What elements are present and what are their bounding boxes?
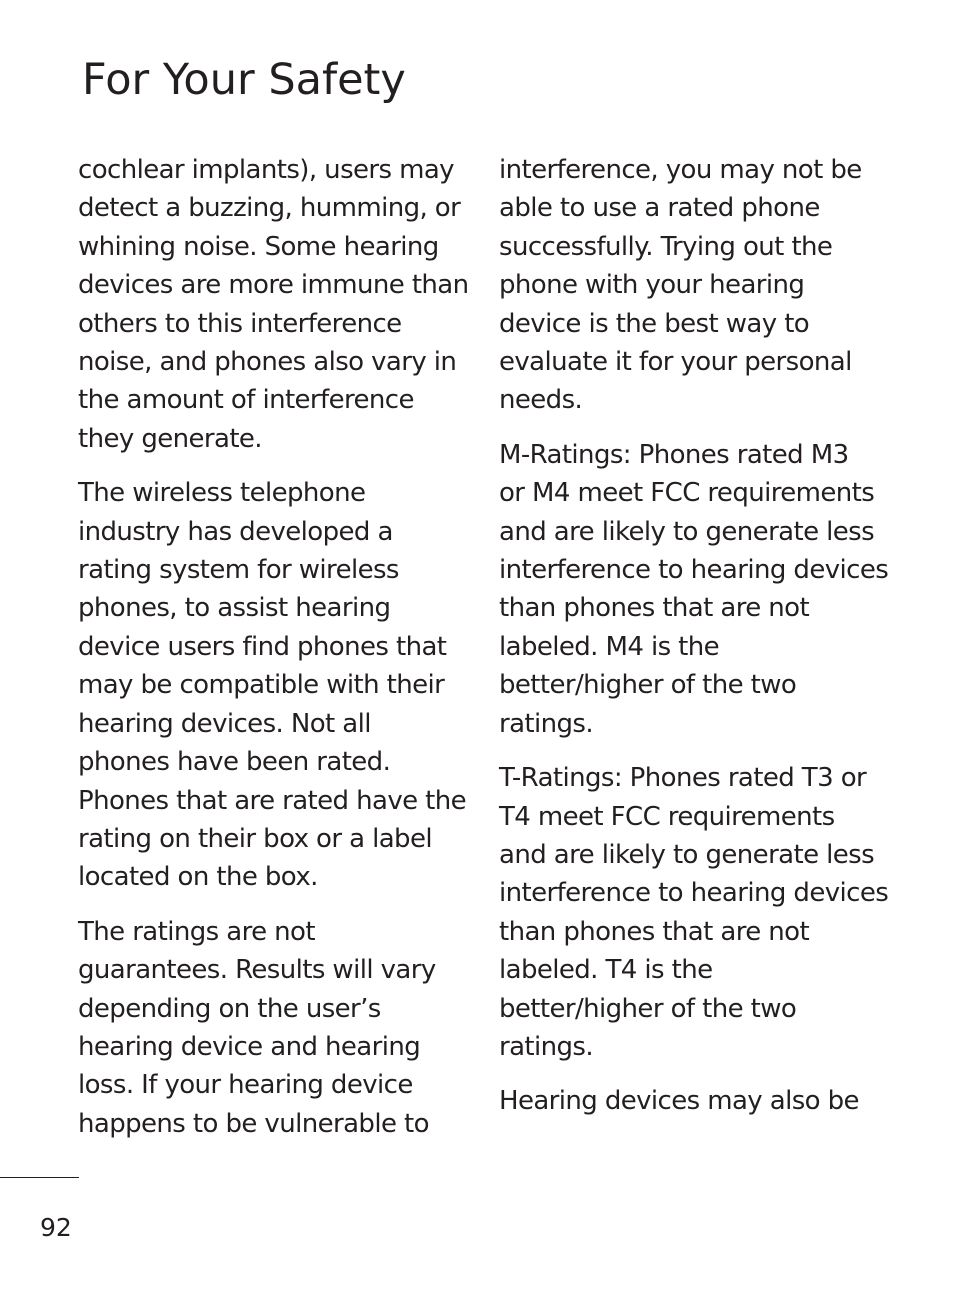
paragraph-rating-system: The wireless telephone industry has developed a rating system for wireless phones, to assist hearing device users find phones that may be compatible with their hearing devices. Not all phones have been rated. Phones that are rated have the rating on their box or a label located on the box.: [78, 478, 467, 893]
paragraph-cochlear-implants: cochlear implants), users may detect a buzzing, humming, or whining noise. Some hearing devices are more immune than others to this interference noise, and phones also vary in the amount of interference they generate.: [78, 155, 469, 454]
paragraph-ratings-not-guarantees: The ratings are not guarantees. Results will vary depending on the user’s hearing device and hearing loss. If your hearing device happens to be vulnerable to: [78, 916, 436, 1139]
paragraph-interference: interference, you may not be able to use a rated phone successfully. Trying out the phone with your hearing device is the best way to evaluate it for your personal needs.: [499, 155, 862, 416]
left-column: [78, 151, 478, 1159]
paragraph-t-ratings: T-Ratings: Phones rated T3 or T4 meet FCC requirements and are likely to generate less interference to hearing devices than phones that are not labeled. T4 is the better/higher of the two ratings.: [499, 763, 889, 1062]
footer-divider: [0, 1177, 79, 1178]
page-title: For Your Safety: [82, 55, 406, 105]
right-column: [499, 151, 909, 1137]
paragraph-hearing-devices: Hearing devices may also be: [499, 1086, 859, 1117]
paragraph-m-ratings: M-Ratings: Phones rated M3 or M4 meet FCC requirements and are likely to generate less interference to hearing devices than phones that are not labeled. M4 is the better/higher of the two ratings.: [499, 439, 889, 739]
page-number: 92: [40, 1213, 72, 1242]
